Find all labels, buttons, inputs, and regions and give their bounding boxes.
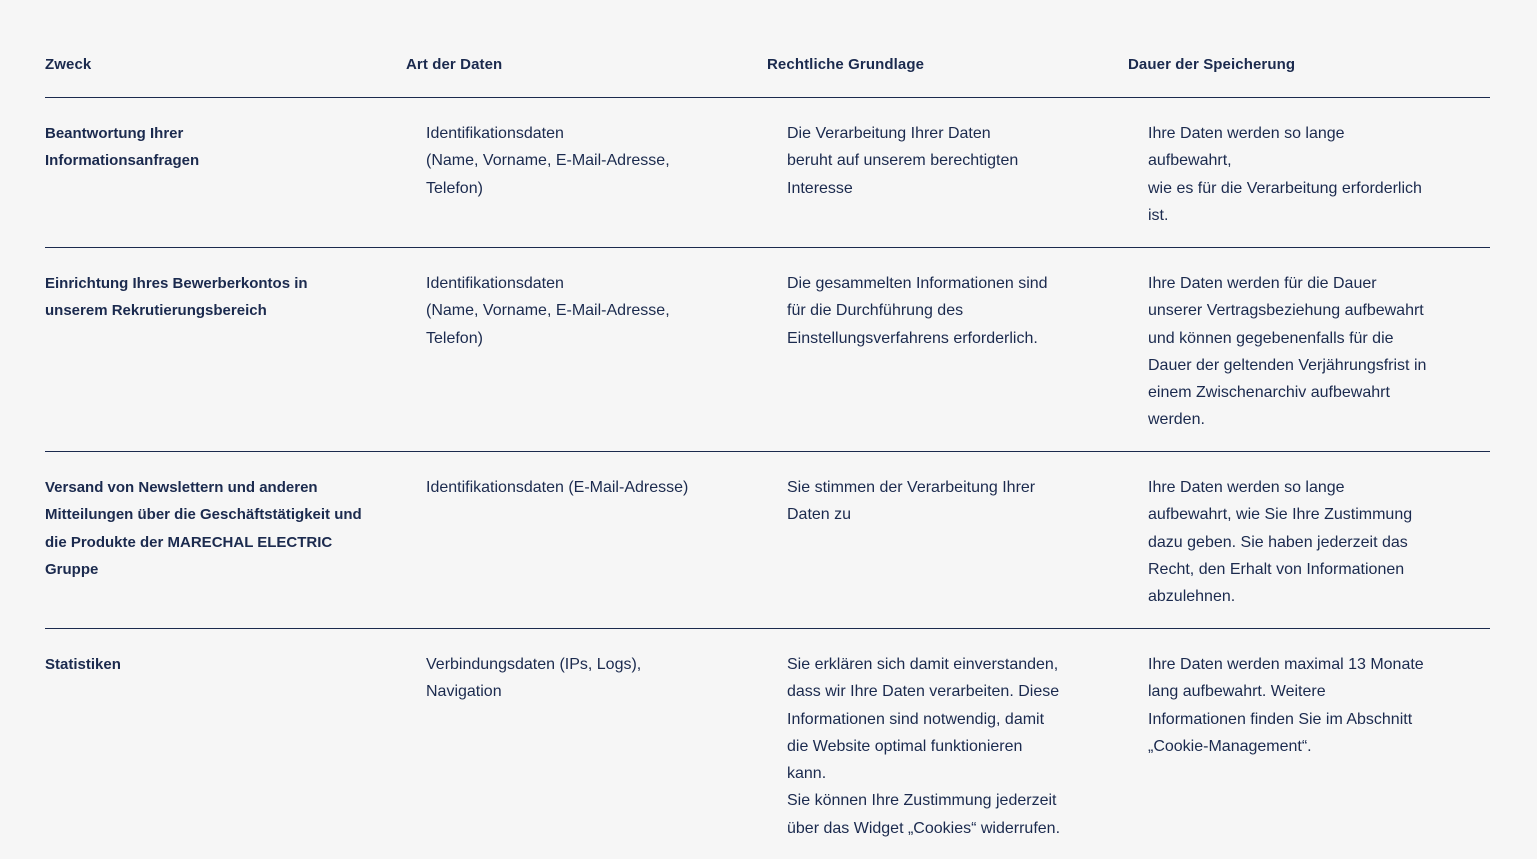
purpose-cell: Versand von Newslettern und anderen Mitteilungen über die Geschäftstätigkeit und die Produkte der MARECHAL ELECTRIC Gruppe [45,479,362,578]
retention-cell: Ihre Daten werden so lange aufbewahrt, wie es für die Verarbeitung erforderlich ist. [1148,125,1422,224]
header-data-type: Art der Daten [406,56,503,73]
retention-cell: Ihre Daten werden so lange aufbewahrt, wie Sie Ihre Zustimmung dazu geben. Sie haben jederzeit das Recht, den Erhalt von Informationen abzulehnen. [1148,479,1413,606]
legal-basis-cell: Die Verarbeitung Ihrer Daten beruht auf unserem berechtigten Interesse [787,125,1019,197]
legal-basis-cell: Sie erklären sich damit einverstanden, dass wir Ihre Daten verarbeiten. Diese Informationen sind notwendig, damit die Website optimal funktionieren kann. Sie können Ihre Zustimmung jederzeit über das Widget „Cookies“ widerrufen. [787,656,1061,837]
legal-basis-cell: Die gesammelten Informationen sind für die Durchführung des Einstellungsverfahrens erforderlich. [787,275,1048,347]
header-purpose: Zweck [45,56,92,73]
data-type-cell: Verbindungsdaten (IPs, Logs), Navigation [426,656,642,701]
table-row [45,452,1490,629]
purpose-cell: Statistiken [45,656,121,673]
data-type-cell: Identifikationsdaten (Name, Vorname, E-Mail-Adresse, Telefon) [426,125,670,197]
table-header [45,0,1490,98]
table-row [45,629,1490,859]
table-row [45,98,1490,248]
header-retention: Dauer der Speicherung [1128,56,1296,73]
purpose-cell: Einrichtung Ihres Bewerberkontos in unserem Rekrutierungsbereich [45,275,308,320]
data-type-cell: Identifikationsdaten (Name, Vorname, E-Mail-Adresse, Telefon) [426,275,670,347]
header-legal-basis: Rechtliche Grundlage [767,56,925,73]
retention-cell: Ihre Daten werden für die Dauer unserer Vertragsbeziehung aufbewahrt und können gegebenenfalls für die Dauer der geltenden Verjährungsfrist in einem Zwischenarchiv aufbewahrt werden. [1148,275,1427,429]
retention-cell: Ihre Daten werden maximal 13 Monate lang aufbewahrt. Weitere Informationen finden Sie im Abschnitt „Cookie-Management“. [1148,656,1424,755]
purpose-cell: Beantwortung Ihrer Informationsanfragen [45,125,200,170]
data-type-cell: Identifikationsdaten (E-Mail-Adresse) [426,479,689,496]
table-row [45,248,1490,452]
legal-basis-cell: Sie stimmen der Verarbeitung Ihrer Daten zu [787,479,1036,524]
data-processing-table [45,0,1490,859]
